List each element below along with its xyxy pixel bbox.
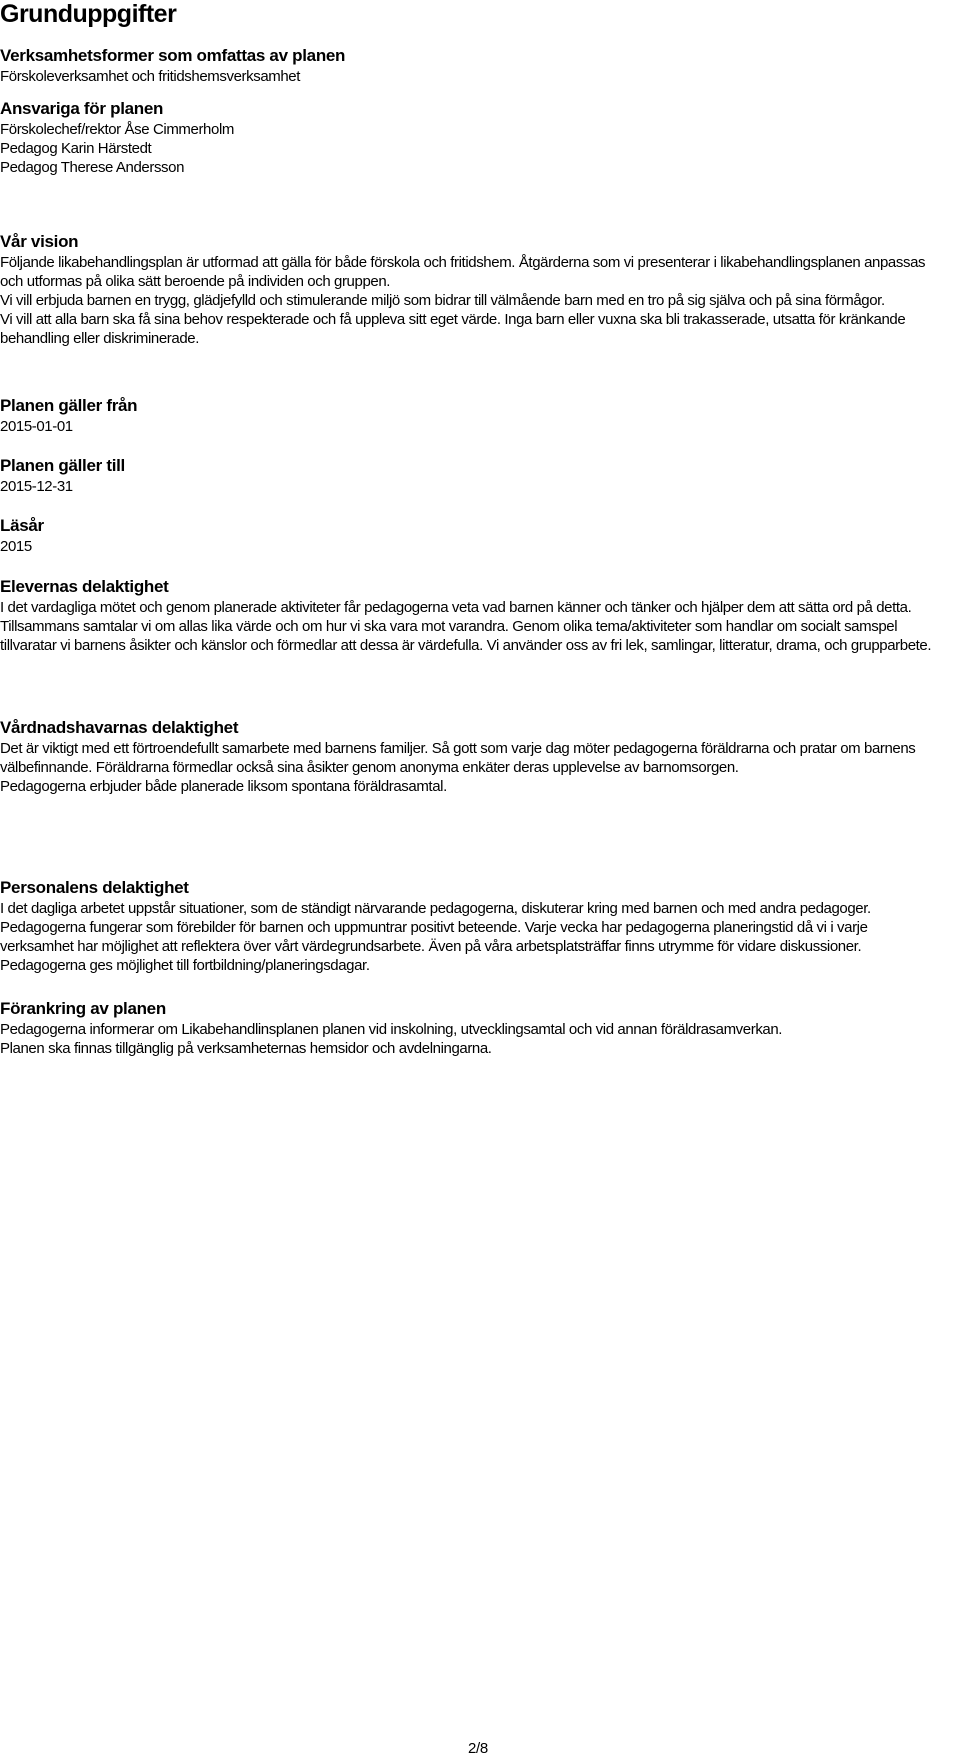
section-heading: Ansvariga för planen	[0, 99, 164, 118]
section-heading: Vårdnadshavarnas delaktighet	[0, 718, 239, 737]
section-heading: Vår vision	[0, 232, 79, 251]
section-text: I det vardagliga mötet och genom planerade aktiviteter får pedagogerna veta vad barnen känner och tänker och hjälper dem att sätta ord på detta. Tillsammans samtalar vi om allas lika värde och om hur vi ska vara mot varandra. Genom olika tema/aktiviteter som handlar om socialt samspel tillvaratar vi barnens åsikter och känslor och förmedlar att dessa är värdefulla. Vi använder oss av fri lek, samlingar, litteratur, drama, och grupparbete.	[0, 599, 932, 654]
section-heading: Läsår	[0, 516, 44, 535]
section-text: Förskoleverksamhet och fritidshemsverksamhet	[0, 68, 301, 85]
section-text: Vi vill erbjuda barnen en trygg, glädjefylld och stimulerande miljö som bidrar till välmående barn med en tro på sig själva och på sina förmågor.	[0, 292, 885, 309]
section-personalens	[0, 877, 940, 975]
section-heading: Personalens delaktighet	[0, 878, 189, 897]
section-heading: Elevernas delaktighet	[0, 577, 169, 596]
section-vardnadshavarnas	[0, 717, 940, 796]
section-ansvariga	[0, 98, 940, 177]
section-text: Det är viktigt med ett förtroendefullt samarbete med barnens familjer. Så gott som varje dag möter pedagogerna föräldrarna och pratar om barnens välbefinnande. Föräldrarna förmedlar också sina åsikter genom anonyma enkäter deras upplevelse av barnomsorgen.	[0, 740, 916, 776]
section-text: Förskolechef/rektor Åse Cimmerholm	[0, 121, 234, 138]
section-galler-till	[0, 455, 940, 496]
section-text: Följande likabehandlingsplan är utformad att gälla för både förskola och fritidshem. Åtgärderna som vi presenterar i likabehandlingsplanen anpassas och utformas på olika sätt beroende på individen och gruppen.	[0, 254, 926, 290]
section-text: Pedagog Therese Andersson	[0, 159, 185, 176]
page-number: 2/8	[468, 1740, 488, 1757]
section-text: 2015	[0, 538, 32, 555]
section-heading: Planen gäller till	[0, 456, 125, 475]
section-text: Pedagogerna erbjuder både planerade liksom spontana föräldrasamtal.	[0, 778, 447, 795]
page-title: Grunduppgifter	[0, 0, 177, 28]
section-vision	[0, 231, 940, 348]
section-text: 2015-12-31	[0, 478, 73, 495]
section-text: Pedagog Karin Härstedt	[0, 140, 152, 157]
section-heading: Planen gäller från	[0, 396, 138, 415]
section-text: 2015-01-01	[0, 418, 73, 435]
section-galler-fran	[0, 395, 940, 436]
section-forankring	[0, 998, 940, 1058]
section-text: Pedagogerna informerar om Likabehandlinsplanen planen vid inskolning, utvecklingsamtal och vid annan föräldrasamverkan.	[0, 1021, 783, 1038]
section-text: Planen ska finnas tillgänglig på verksamheternas hemsidor och avdelningarna.	[0, 1040, 492, 1057]
section-text: I det dagliga arbetet uppstår situationer, som de ständigt närvarande pedagogerna, diskuterar kring med barnen och med andra pedagoger. Pedagogerna fungerar som förebilder för barnen och uppmuntrar positivt beteende. Varje vecka har pedagogerna planeringstid då vi i varje verksamhet har möjlighet att reflektera över vårt värdegrundsarbete. Även på våra arbetsplatsträffar finns utrymme för vidare diskussioner. Pedagogerna ges möjlighet till fortbildning/planeringsdagar.	[0, 900, 871, 974]
section-heading: Förankring av planen	[0, 999, 166, 1018]
section-elevernas	[0, 576, 940, 655]
section-heading: Verksamhetsformer som omfattas av planen	[0, 46, 346, 65]
section-text: Vi vill att alla barn ska få sina behov respekterade och få uppleva sitt eget värde. Inga barn eller vuxna ska bli trakasserade, utsatta för kränkande behandling eller diskriminerade.	[0, 311, 906, 347]
section-lasar	[0, 515, 940, 556]
section-verksamhetsformer	[0, 45, 940, 86]
